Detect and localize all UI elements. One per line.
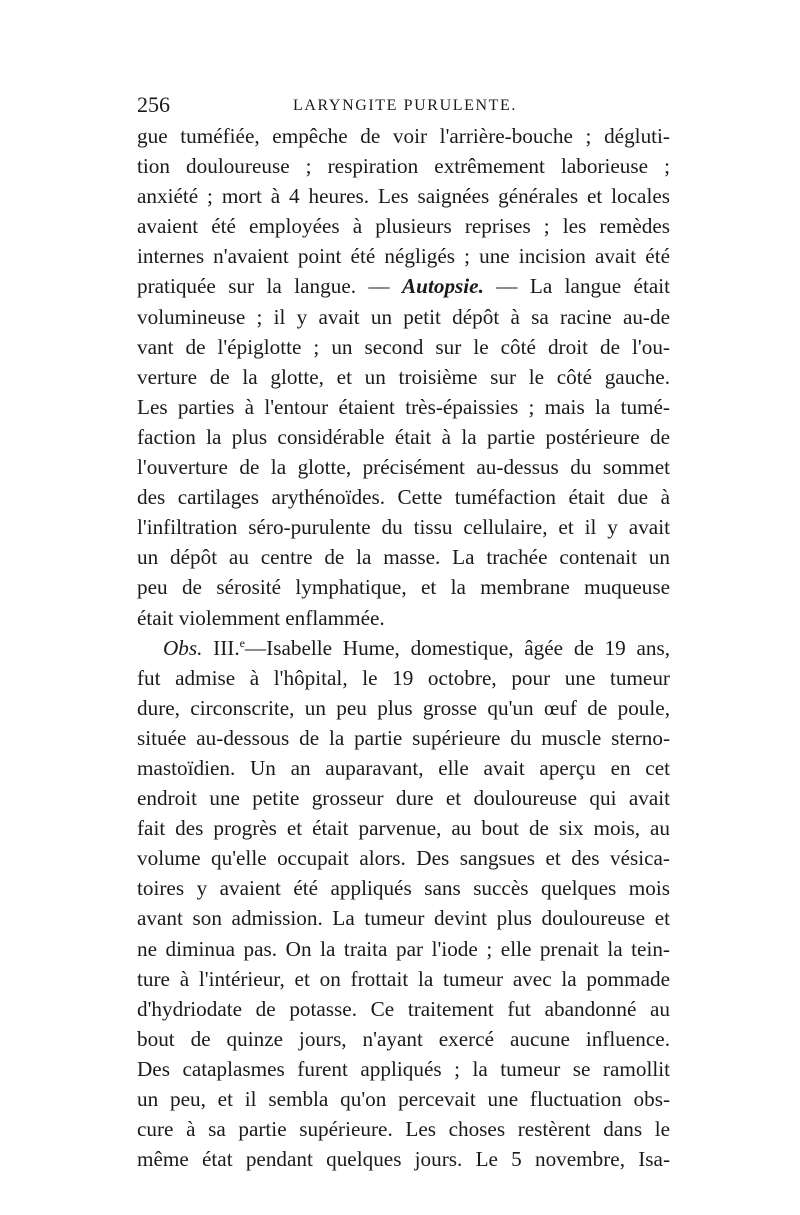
text-run: — La langue était bbox=[483, 274, 671, 299]
text-line: des cartilages arythénoïdes. Cette tuméfaction était due à bbox=[137, 485, 670, 510]
text-line: verture de la glotte, et un troisième sur le côté gauche. bbox=[137, 364, 670, 389]
text-line: anxiété ; mort à 4 heures. Les saignées générales et locales bbox=[137, 184, 670, 209]
text-line: avant son admission. La tumeur devint plus douloureuse et bbox=[137, 906, 670, 931]
text-line: bout de quinze jours, n'ayant exercé aucune influence. bbox=[137, 1026, 670, 1051]
text-line: ture à l'intérieur, et on frottait la tumeur avec la pommade bbox=[137, 966, 670, 991]
text-line: d'hydriodate de potasse. Ce traitement fut abandonné au bbox=[137, 996, 670, 1021]
body-text bbox=[137, 121, 670, 1174]
text-line: faction la plus considérable était à la partie postérieure de bbox=[137, 424, 670, 449]
running-title: LARYNGITE PURULENTE. bbox=[293, 97, 517, 114]
text-line: ne diminua pas. On la traita par l'iode ; elle prenait la tein- bbox=[137, 936, 670, 961]
text-line bbox=[137, 271, 670, 301]
text-line: volumineuse ; il y avait un petit dépôt à sa racine au-de bbox=[137, 304, 670, 329]
text-line: volume qu'elle occupait alors. Des sangsues et des vésica- bbox=[137, 846, 670, 871]
text-line: Des cataplasmes furent appliqués ; la tumeur se ramollit bbox=[137, 1056, 670, 1081]
page-number: 256 bbox=[137, 92, 170, 117]
text-line: fait des progrès et était parvenue, au bout de six mois, au bbox=[137, 816, 670, 841]
text-line: tion douloureuse ; respiration extrêmement laborieuse ; bbox=[137, 154, 670, 179]
text-line: mastoïdien. Un an auparavant, elle avait aperçu en cet bbox=[137, 755, 670, 780]
text-line bbox=[137, 633, 670, 663]
text-line: avaient été employées à plusieurs reprises ; les remèdes bbox=[137, 214, 670, 239]
text-line: l'infiltration séro-purulente du tissu cellulaire, et il y avait bbox=[137, 515, 670, 540]
autopsie-heading: Autopsie. bbox=[402, 274, 484, 299]
text-line: internes n'avaient point été négligés ; une incision avait été bbox=[137, 244, 670, 269]
text-line: un peu, et il sembla qu'on percevait une fluctuation obs- bbox=[137, 1087, 670, 1111]
text-line: l'ouverture de la glotte, précisément au-dessus du sommet bbox=[137, 455, 670, 480]
text-line: vant de l'épiglotte ; un second sur le côté droit de l'ou- bbox=[137, 334, 670, 359]
text-line: endroit une petite grosseur dure et douloureuse qui avait bbox=[137, 786, 670, 811]
text-line: dure, circonscrite, un peu plus grosse qu'un œuf de poule, bbox=[137, 695, 670, 720]
text-line: cure à sa partie supérieure. Les choses restèrent dans le bbox=[137, 1117, 670, 1142]
text-line: un dépôt au centre de la masse. La trachée contenait un bbox=[137, 545, 670, 570]
text-line: Les parties à l'entour étaient très-épaissies ; mais la tumé- bbox=[137, 394, 670, 419]
text-line: située au-dessous de la partie supérieure du muscle sterno- bbox=[137, 725, 670, 750]
text-run: —Isabelle Hume, domestique, âgée de 19 ans, bbox=[244, 635, 671, 660]
text-line: peu de sérosité lymphatique, et la membrane muqueuse bbox=[137, 575, 670, 600]
text-run: pratiquée sur la langue. — bbox=[137, 274, 403, 299]
obs-label: Obs. bbox=[163, 635, 203, 660]
running-head bbox=[137, 92, 672, 118]
ordinal-superscript: e bbox=[239, 635, 245, 650]
text-line: fut admise à l'hôpital, le 19 octobre, pour une tumeur bbox=[137, 665, 670, 690]
obs-number: III. bbox=[202, 635, 240, 660]
text-line: même état pendant quelques jours. Le 5 novembre, Isa- bbox=[137, 1147, 670, 1172]
text-line: était violemment enflammée. bbox=[137, 605, 385, 630]
text-line: gue tuméfiée, empêche de voir l'arrière-bouche ; dégluti- bbox=[137, 124, 670, 148]
text-line: toires y avaient été appliqués sans succès quelques mois bbox=[137, 876, 670, 901]
